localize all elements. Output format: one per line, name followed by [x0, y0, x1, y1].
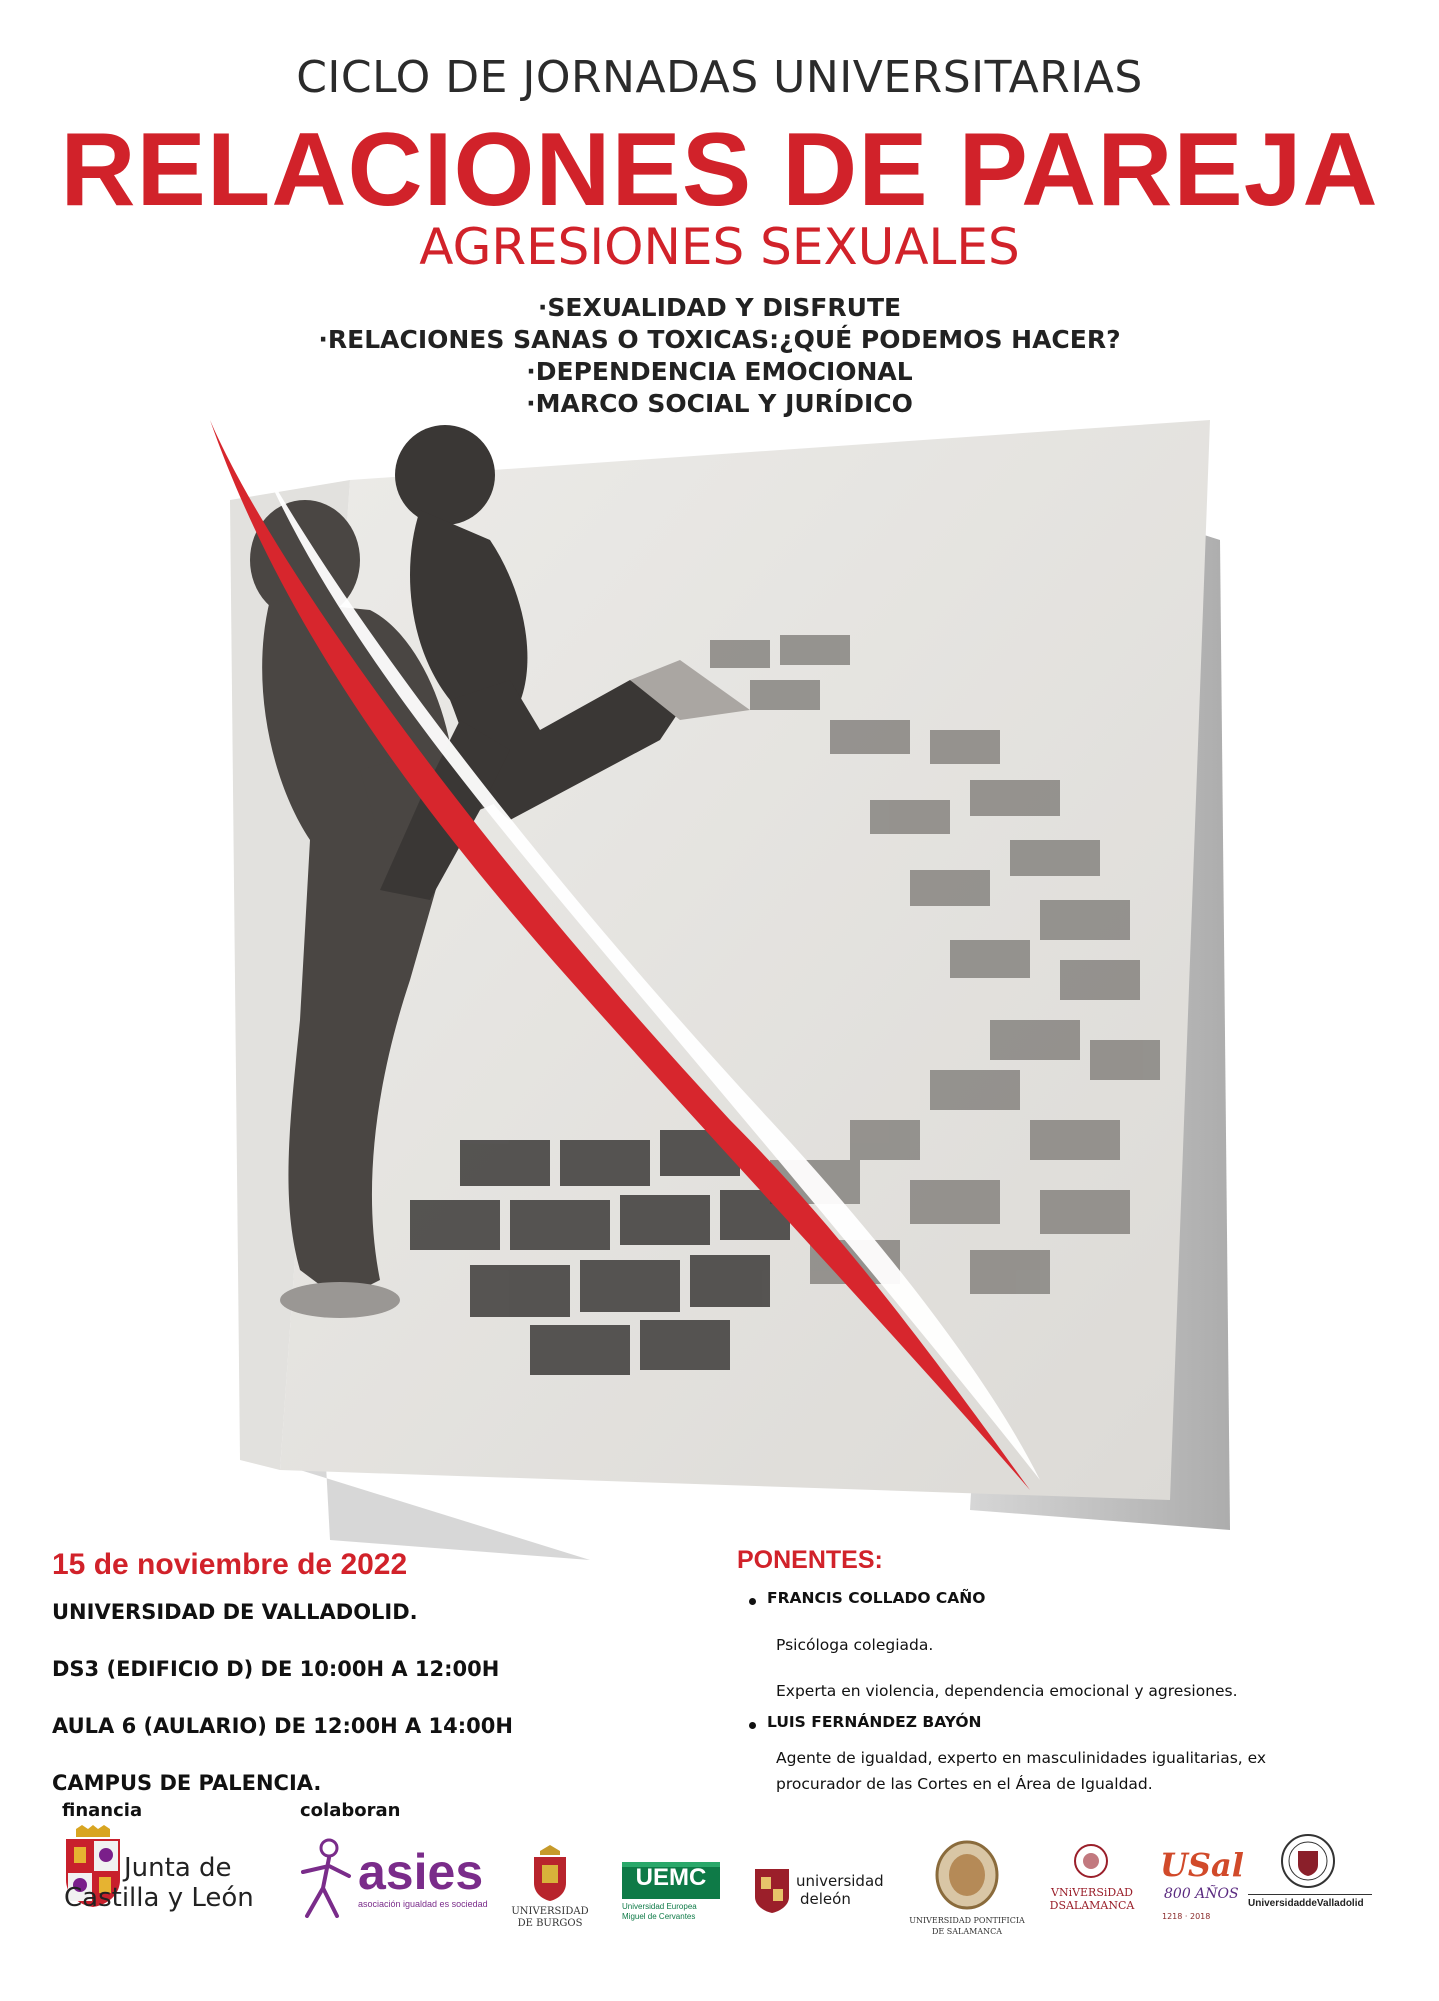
leon-shield-icon	[753, 1867, 791, 1913]
speaker-detail: procurador de las Cortes en el Área de Igualdad.	[776, 1775, 1153, 1793]
asies-figure-icon	[293, 1838, 353, 1918]
event-campus: CAMPUS DE PALENCIA.	[52, 1771, 322, 1795]
poster-title: RELACIONES DE PAREJA	[60, 112, 1379, 228]
cycle-heading: CICLO DE JORNADAS UNIVERSITARIAS	[296, 52, 1143, 103]
speaker-name: LUIS FERNÁNDEZ BAYÓN	[767, 1713, 982, 1731]
poster-subtitle: AGRESIONES SEXUALES	[419, 218, 1020, 276]
asies-logo-text: asies	[358, 1844, 484, 1900]
pontificia-line1: UNIVERSIDAD PONTIFICIA	[909, 1916, 1025, 1925]
topic-item: ·SEXUALIDAD Y DISFRUTE	[537, 293, 902, 322]
financia-label: financia	[62, 1800, 143, 1821]
salamanca-seal-icon	[1073, 1843, 1109, 1879]
couple-illustration	[210, 420, 1240, 1570]
topic-item: ·RELACIONES SANAS O TOXICAS:¿QUÉ PODEMOS HACER?	[318, 325, 1121, 354]
valladolid-divider	[1248, 1894, 1372, 1895]
speaker-name: FRANCIS COLLADO CAÑO	[767, 1589, 986, 1607]
uemc-tagline-1: Universidad Europea	[622, 1902, 697, 1911]
event-university: UNIVERSIDAD DE VALLADOLID.	[52, 1600, 418, 1624]
junta-name-line1: Junta de	[124, 1853, 232, 1883]
topic-item: ·MARCO SOCIAL Y JURÍDICO	[526, 389, 913, 418]
asies-tagline: asociación igualdad es sociedad	[358, 1899, 488, 1909]
speaker-detail: Experta en violencia, dependencia emocional y agresiones.	[776, 1682, 1238, 1700]
burgos-line2: DE BURGOS	[517, 1918, 583, 1929]
pontificia-seal-icon	[935, 1840, 999, 1910]
usal-years: 800 AÑOS	[1164, 1886, 1239, 1902]
valladolid-name: UniversidaddeValladolid	[1248, 1898, 1364, 1909]
event-session-2: AULA 6 (AULARIO) DE 12:00H A 14:00H	[52, 1714, 513, 1738]
junta-name-line2: Castilla y León	[64, 1883, 254, 1913]
burgos-shield-icon	[530, 1845, 570, 1901]
burgos-line1: UNIVERSIDAD	[511, 1906, 589, 1917]
uemc-tagline-2: Miguel de Cervantes	[622, 1912, 696, 1921]
speaker-detail: Agente de igualdad, experto en masculinidades igualitarias, ex	[776, 1749, 1267, 1767]
colaboran-label: colaboran	[300, 1800, 401, 1821]
event-session-1: DS3 (EDIFICIO D) DE 10:00H A 12:00H	[52, 1657, 500, 1681]
salamanca-line2: DSALAMANCA	[1049, 1899, 1135, 1912]
uemc-logo-text: UEMC	[635, 1864, 707, 1891]
usal-logo-text: USal	[1160, 1846, 1244, 1884]
bullet-icon	[749, 1598, 756, 1605]
pontificia-line2: DE SALAMANCA	[931, 1927, 1002, 1936]
bullet-icon	[749, 1722, 756, 1729]
usal-range: 1218 · 2018	[1162, 1912, 1211, 1921]
topics-list	[0, 292, 1439, 420]
valladolid-seal-icon	[1280, 1833, 1336, 1889]
event-date: 15 de noviembre de 2022	[52, 1548, 408, 1581]
topic-item: ·DEPENDENCIA EMOCIONAL	[526, 357, 913, 386]
speakers-heading: PONENTES:	[737, 1546, 883, 1574]
speaker-detail: Psicóloga colegiada.	[776, 1636, 934, 1654]
leon-line2: deleón	[800, 1890, 851, 1908]
leon-line1: universidad	[796, 1872, 884, 1890]
salamanca-line1: VNiVERSiDAD	[1051, 1886, 1133, 1899]
